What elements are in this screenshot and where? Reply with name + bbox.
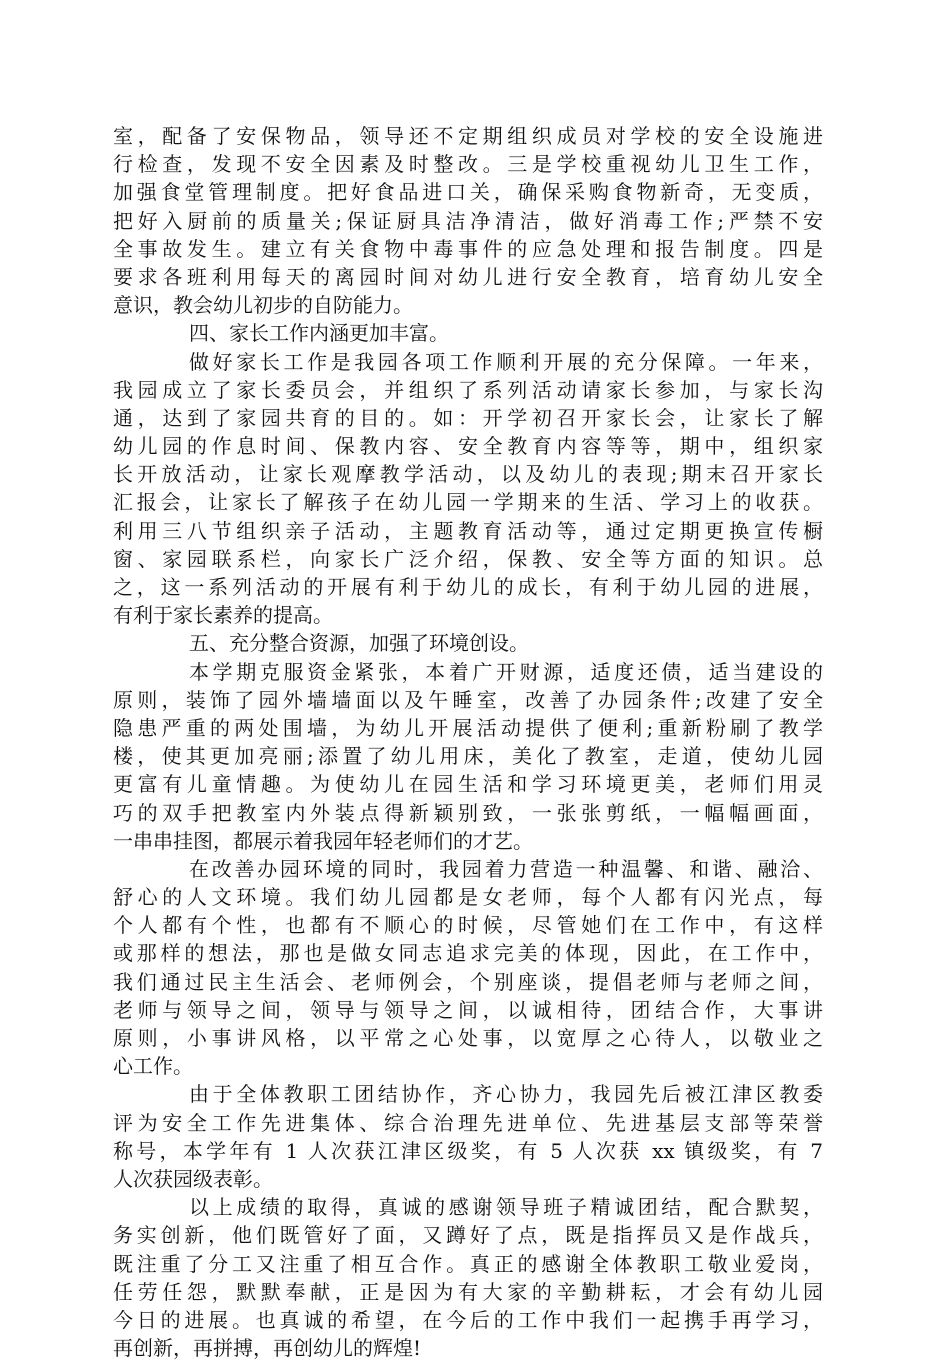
text-line: 原则，装饰了园外墙墙面以及午睡室，改善了办园条件;改建了安全 xyxy=(113,687,823,712)
text-line: 室，配备了安保物品，领导还不定期组织成员对学校的安全设施进 xyxy=(113,124,823,148)
text-line: 老师与领导之间，领导与领导之间，以诚相待，团结合作，大事讲 xyxy=(113,997,823,1022)
text-line: 本学期克服资金紧张，本着广开财源，适度还债，适当建设的 xyxy=(189,659,823,684)
text-line: 心工作。 xyxy=(113,1054,193,1079)
section-heading: 四、家长工作内涵更加丰富。 xyxy=(189,321,449,346)
text-line: 隐患严重的两处围墙，为幼儿开展活动提供了便利;重新粉刷了教学 xyxy=(113,715,823,740)
text-line: 楼，使其更加亮丽;添置了幼儿用床，美化了教室，走道，使幼儿园 xyxy=(113,744,823,769)
text-line: 要求各班利用每天的离园时间对幼儿进行安全教育，培育幼儿安全 xyxy=(113,264,823,289)
document-body xyxy=(113,122,823,1362)
text-line: 人次获园级表彰。 xyxy=(113,1166,273,1191)
text-line: 称号，本学年有 1 人次获江津区级奖，有 5 人次获 xx 镇级奖，有 7 xyxy=(113,1138,823,1163)
text-line: 行检查，发现不安全因素及时整改。三是学校重视幼儿卫生工作， xyxy=(113,152,823,177)
text-line: 务实创新，他们既管好了面，又蹲好了点，既是指挥员又是作战兵， xyxy=(113,1223,823,1248)
text-line: 在改善办园环境的同时，我园着力营造一种温馨、和谐、融洽、 xyxy=(189,856,823,881)
text-line: 个人都有个性，也都有不顺心的时候，尽管她们在工作中，有这样 xyxy=(113,913,823,938)
text-line: 之，这一系列活动的开展有利于幼儿的成长，有利于幼儿园的进展， xyxy=(113,575,823,599)
text-line: 更富有儿童情趣。为使幼儿在园生活和学习环境更美，老师们用灵 xyxy=(113,772,823,797)
text-line: 汇报会，让家长了解孩子在幼儿园一学期来的生活、学习上的收获。 xyxy=(113,490,823,515)
text-line: 意识，教会幼儿初步的自防能力。 xyxy=(113,293,413,318)
text-line: 有利于家长素养的提高。 xyxy=(113,603,333,628)
text-line: 全事故发生。建立有关食物中毒事件的应急处理和报告制度。四是 xyxy=(113,236,823,261)
text-line: 巧的双手把教室内外装点得新颖别致，一张张剪纸，一幅幅画面， xyxy=(113,800,823,825)
text-line: 既注重了分工又注重了相互合作。真正的感谢全体教职工敬业爱岗， xyxy=(113,1251,823,1276)
text-line: 窗、家园联系栏，向家长广泛介绍，保教、安全等方面的知识。总 xyxy=(113,546,823,571)
text-line: 利用三八节组织亲子活动，主题教育活动等，通过定期更换宣传橱 xyxy=(113,518,823,543)
text-line: 原则，小事讲风格，以平常之心处事，以宽厚之心待人，以敬业之 xyxy=(113,1026,823,1050)
text-line: 舒心的人文环境。我们幼儿园都是女老师，每个人都有闪光点，每 xyxy=(113,885,823,910)
text-line: 长开放活动，让家长观摩教学活动，以及幼儿的表现;期末召开家长 xyxy=(113,462,823,487)
text-line: 以上成绩的取得，真诚的感谢领导班子精诚团结，配合默契， xyxy=(189,1195,823,1220)
text-line: 再创新，再拼搏，再创幼儿的辉煌! xyxy=(113,1336,422,1361)
text-line: 幼儿园的作息时间、保教内容、安全教育内容等等，期中，组织家 xyxy=(113,434,823,459)
text-line: 评为安全工作先进集体、综合治理先进单位、先进基层支部等荣誉 xyxy=(113,1110,823,1135)
text-line: 加强食堂管理制度。把好食品进口关，确保采购食物新奇，无变质， xyxy=(113,180,823,205)
text-line: 一串串挂图，都展示着我园年轻老师们的才艺。 xyxy=(113,828,533,853)
text-line: 我们通过民主生活会、老师例会，个别座谈，提倡老师与老师之间， xyxy=(113,969,823,994)
text-line: 我园成立了家长委员会，并组织了系列活动请家长参加，与家长沟 xyxy=(113,377,823,402)
text-line: 做好家长工作是我园各项工作顺利开展的充分保障。一年来， xyxy=(189,349,823,374)
text-line: 今日的进展。也真诚的希望，在今后的工作中我们一起携手再学习， xyxy=(113,1307,823,1332)
text-line: 把好入厨前的质量关;保证厨具洁净清洁，做好消毒工作;严禁不安 xyxy=(113,208,823,233)
text-line: 任劳任怨，默默奉献，正是因为有大家的辛勤耕耘，才会有幼儿园 xyxy=(113,1279,823,1304)
text-line: 由于全体教职工团结协作，齐心协力，我园先后被江津区教委 xyxy=(189,1082,823,1107)
section-heading: 五、充分整合资源，加强了环境创设。 xyxy=(189,631,529,656)
text-line: 或那样的想法，那也是做女同志追求完美的体现，因此，在工作中， xyxy=(113,941,823,966)
text-line: 通，达到了家园共育的目的。如：开学初召开家长会，让家长了解 xyxy=(113,405,823,430)
